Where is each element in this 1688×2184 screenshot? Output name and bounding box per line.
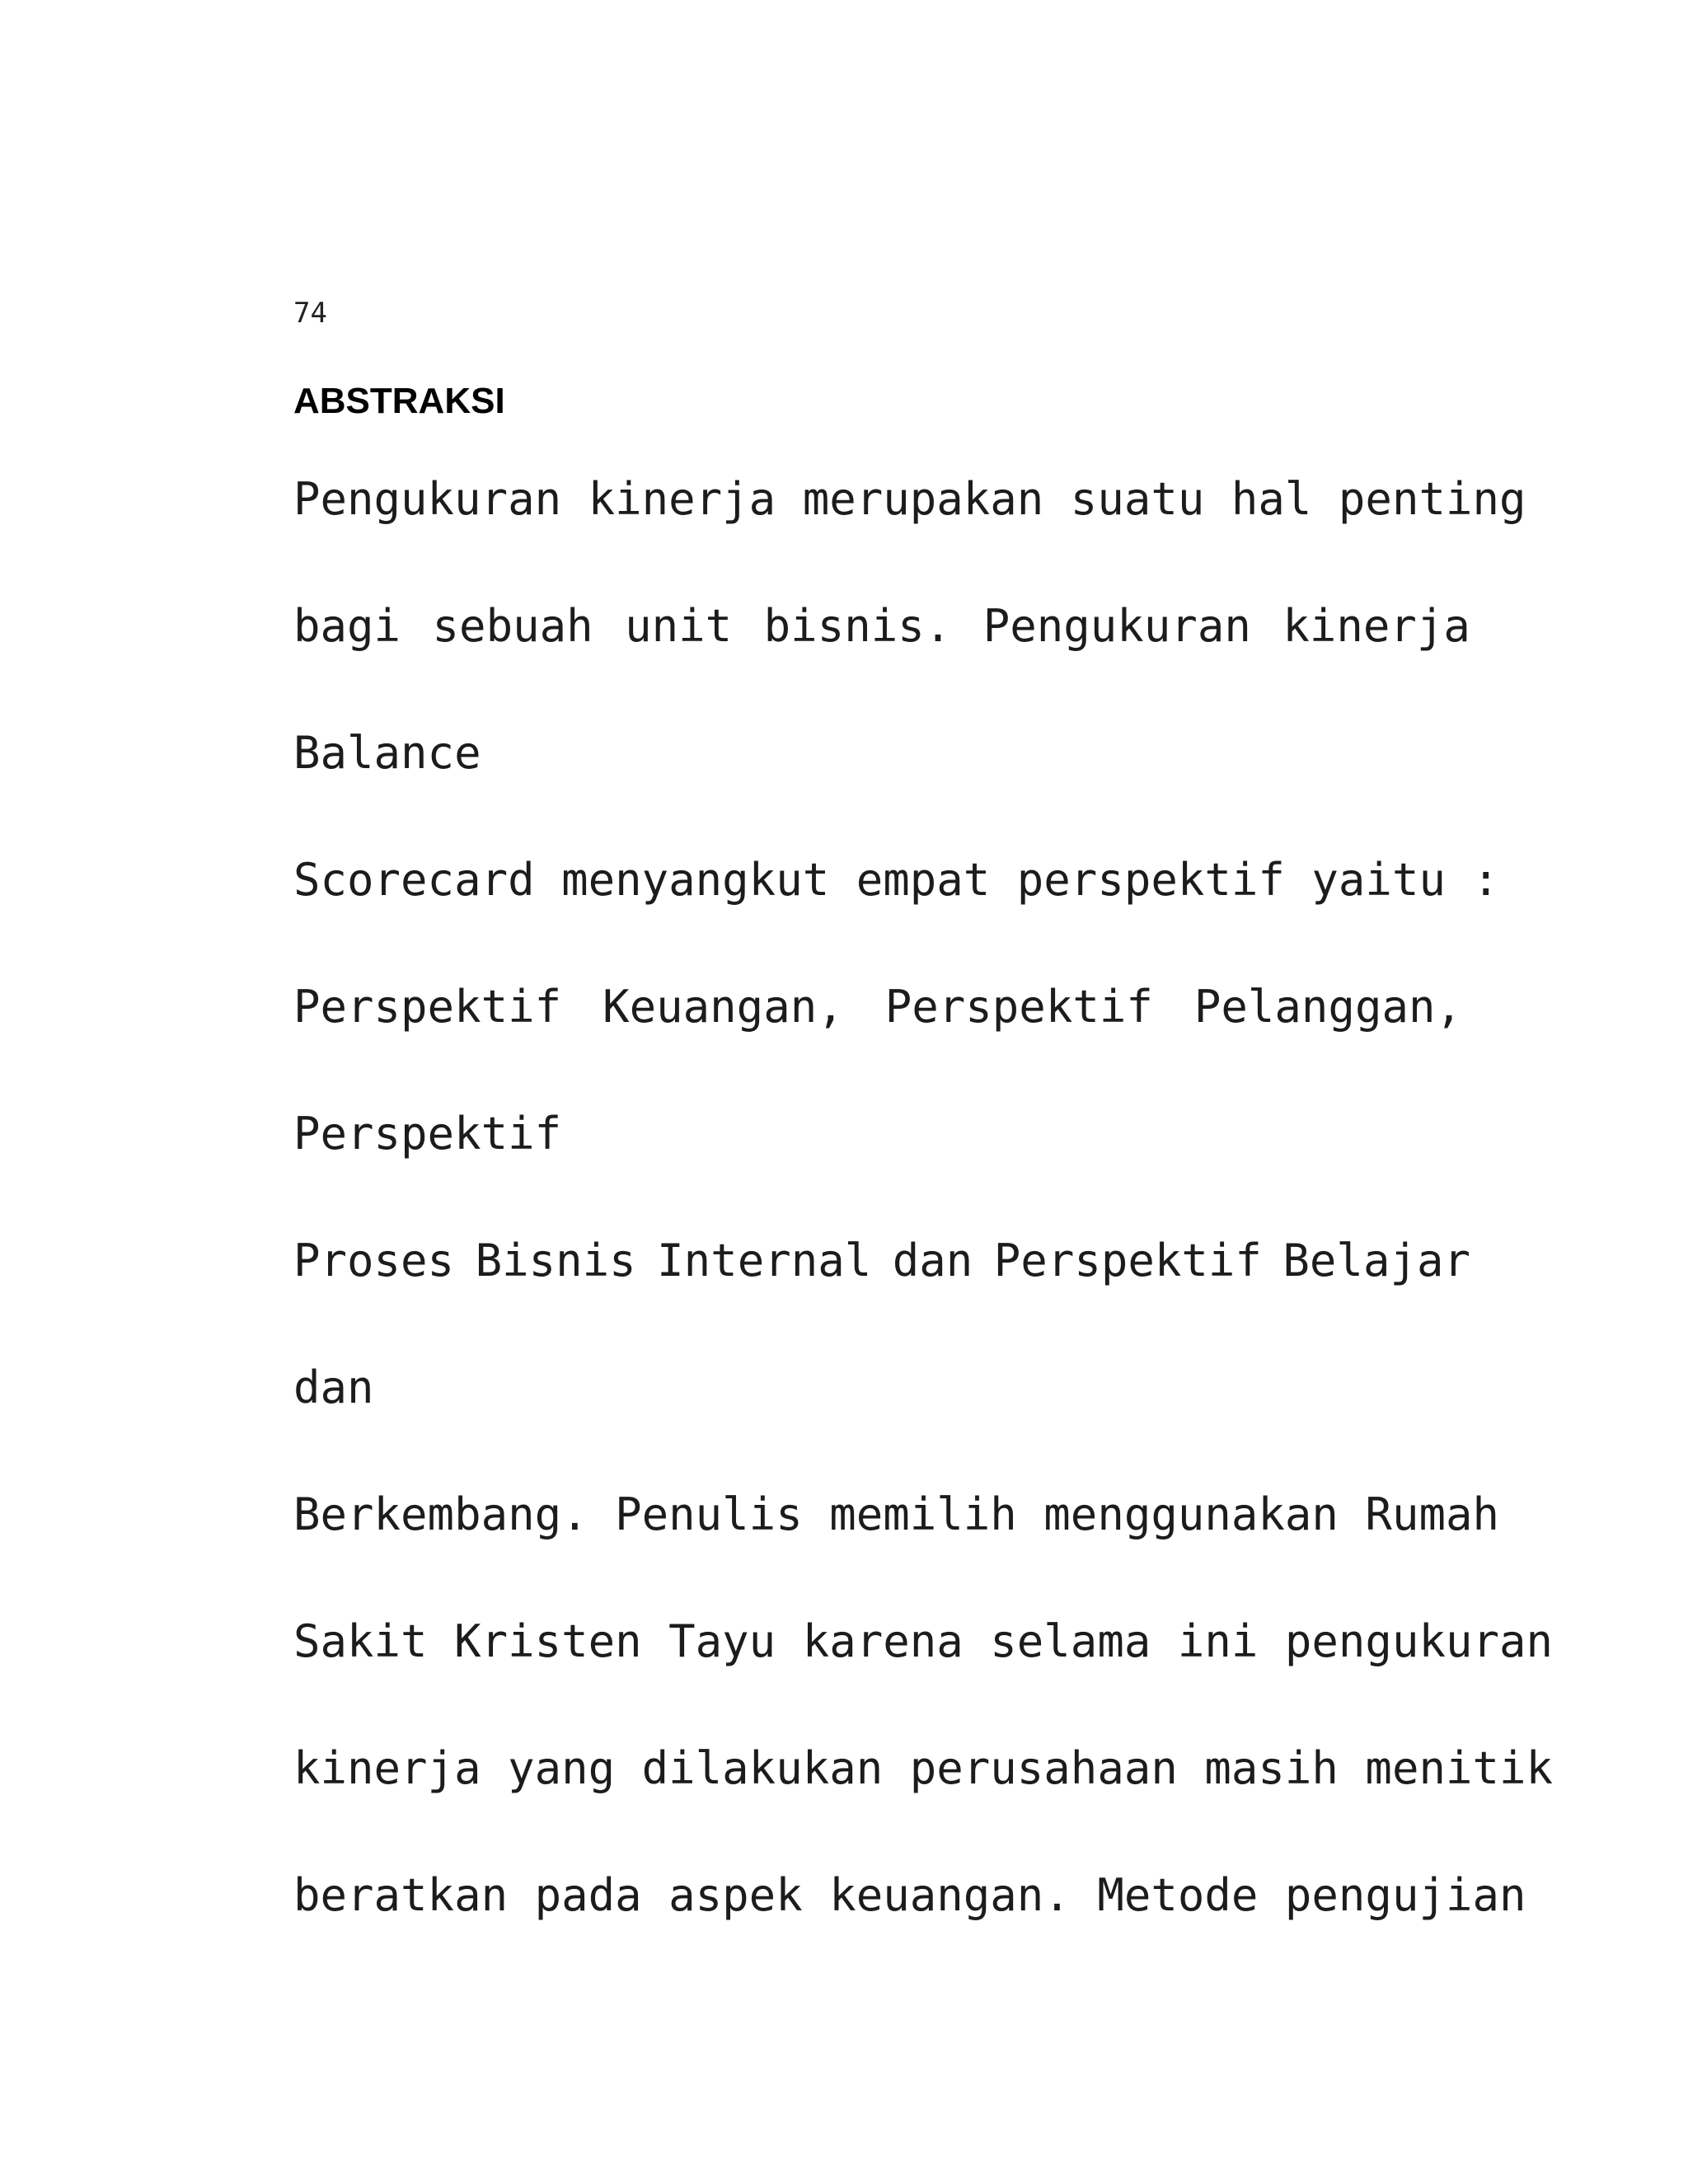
word: dan — [892, 1235, 973, 1286]
abstract-line-1: Pengukuran kinerja merupakan suatu hal penting — [293, 473, 1526, 525]
word: Bisnis — [475, 1235, 636, 1286]
abstract-line-12: beratkan pada aspek keuangan. Metode pengujian — [293, 1869, 1526, 1921]
section-heading: ABSTRAKSI — [293, 381, 505, 421]
page-number: 74 — [293, 297, 327, 330]
abstract-line-6: Perspektif — [293, 1108, 562, 1160]
abstract-line-2 — [293, 600, 1470, 653]
abstract-line-10: Sakit Kristen Tayu karena selama ini pengukuran — [293, 1615, 1554, 1667]
word: bagi — [293, 600, 401, 652]
word: kinerja — [1282, 600, 1470, 652]
abstract-line-4: Scorecard menyangkut empat perspektif yaitu : — [293, 854, 1499, 906]
word: unit — [625, 600, 733, 652]
abstract-line-8: dan — [293, 1361, 374, 1413]
word: Belajar — [1282, 1235, 1470, 1286]
abstract-line-7 — [293, 1235, 1470, 1287]
word: Internal — [657, 1235, 872, 1286]
word: bisnis. — [763, 600, 952, 652]
word: Perspektif — [293, 981, 562, 1033]
word: Proses — [293, 1235, 455, 1286]
word: Pengukuran — [982, 600, 1251, 652]
word: Keuangan, — [603, 981, 844, 1033]
abstract-line-11: kinerja yang dilakukan perusahaan masih menitik — [293, 1742, 1554, 1794]
abstract-line-9: Berkembang. Penulis memilih menggunakan Rumah — [293, 1488, 1499, 1540]
word: sebuah — [432, 600, 593, 652]
abstract-line-5 — [293, 981, 1462, 1033]
word: Perspektif — [993, 1235, 1262, 1286]
word: Pelanggan, — [1193, 981, 1462, 1033]
abstract-line-3: Balance — [293, 727, 481, 779]
word: Perspektif — [884, 981, 1153, 1033]
